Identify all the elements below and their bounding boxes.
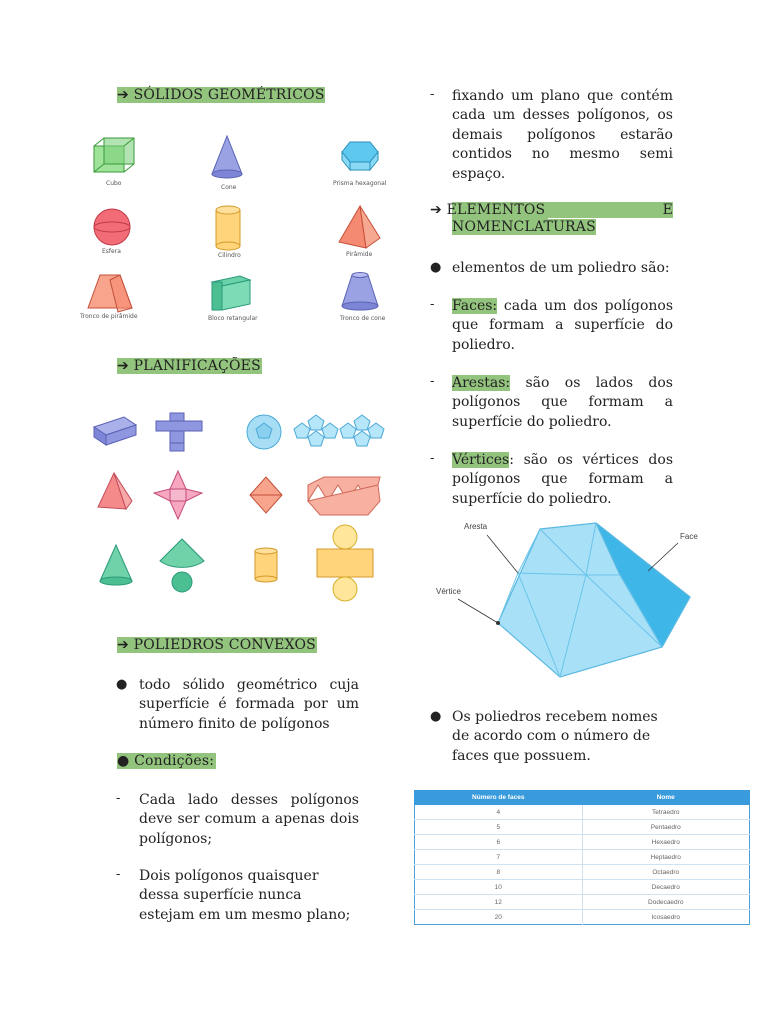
cell-faces: 6 xyxy=(415,835,583,850)
table-row xyxy=(415,805,750,820)
table-row xyxy=(415,865,750,880)
cylinder-net-icon xyxy=(255,525,373,601)
faces-table xyxy=(414,790,750,925)
faces-term: Faces: xyxy=(452,298,498,314)
nomes-text: Os poliedros recebem nomes de acordo com o número de faces que possuem. xyxy=(452,709,658,764)
elementos-heading-part1: ➔ ELEMENTOS xyxy=(430,202,546,218)
cell-nome: Dodecaedro xyxy=(582,895,750,910)
cell-nome: Octaedro xyxy=(582,865,750,880)
poliedros-heading: ➔ POLIEDROS CONVEXOS xyxy=(117,637,316,653)
octahedron-net-icon xyxy=(250,477,380,515)
elementos-intro: elementos de um poliedro são: xyxy=(452,260,670,276)
cell-faces: 7 xyxy=(415,850,583,865)
table-row xyxy=(415,820,750,835)
caption-cone: Cone xyxy=(221,184,237,191)
rectangular-block-icon xyxy=(212,276,250,310)
cell-faces: 4 xyxy=(415,805,583,820)
header-numero-faces: Número de faces xyxy=(415,791,583,805)
cylinder-icon xyxy=(216,206,240,250)
cell-nome: Heptaedro xyxy=(582,850,750,865)
label-face: Face xyxy=(680,532,698,541)
cell-faces: 8 xyxy=(415,865,583,880)
condicoes-label: ● Condições: xyxy=(117,753,215,769)
cell-nome: Pentaedro xyxy=(582,820,750,835)
pyramid-icon xyxy=(339,206,380,248)
nets-illustration xyxy=(84,405,394,605)
elementos-heading xyxy=(430,202,673,235)
elementos-heading-e: E xyxy=(545,202,673,218)
bullet-dot: ● xyxy=(430,709,442,724)
caption-bloco: Bloco retangular xyxy=(208,315,258,322)
cell-nome: Decaedro xyxy=(582,880,750,895)
table-row xyxy=(415,850,750,865)
condition-1-text: Cada lado desses polígonos deve ser comum a apenas dois polígonos; xyxy=(139,792,359,847)
label-vertice: Vértice xyxy=(436,587,461,596)
bullet-dot: ● xyxy=(430,260,442,275)
caption-prisma: Prisma hexagonal xyxy=(333,180,387,187)
cell-faces: 5 xyxy=(415,820,583,835)
planificacoes-heading: ➔ PLANIFICAÇÕES xyxy=(117,358,261,374)
dash-bullet: - xyxy=(430,297,435,312)
arestas-item xyxy=(452,374,673,432)
table-header-row xyxy=(415,791,750,805)
label-aresta: Aresta xyxy=(464,522,488,531)
cell-nome: Tetraedro xyxy=(582,805,750,820)
table-row xyxy=(415,910,750,925)
cone-icon xyxy=(212,136,242,178)
table-row xyxy=(415,895,750,910)
condition-3-text: fixando um plano que contém cada um desses polígonos, os demais polígonos estarão contidos no mesmo semi espaço. xyxy=(452,88,673,182)
solidos-heading: ➔ SÓLIDOS GEOMÉTRICOS xyxy=(117,87,325,103)
table-row xyxy=(415,835,750,850)
prism-net-icon xyxy=(94,413,202,451)
cell-faces: 12 xyxy=(415,895,583,910)
faces-def: cada um dos polígonos que formam a superfície do poliedro. xyxy=(452,298,673,353)
dodecahedron-net-icon xyxy=(247,415,384,449)
caption-tronco-piramide: Tronco de pirâmide xyxy=(80,313,138,320)
dash-bullet: - xyxy=(430,87,435,102)
cone-net-icon xyxy=(100,539,204,592)
vertices-def: : são os vértices dos polígonos que formam a superfície do poliedro. xyxy=(452,452,673,507)
caption-cilindro: Cilindro xyxy=(218,252,241,259)
frustum-pyramid-icon xyxy=(88,275,132,312)
caption-cubo: Cubo xyxy=(106,180,122,187)
pyramid-net-icon xyxy=(98,471,202,519)
table-row xyxy=(415,880,750,895)
cube-icon xyxy=(94,138,134,172)
polyhedron-diagram xyxy=(430,515,700,685)
dash-bullet: - xyxy=(430,374,435,389)
caption-tronco-cone: Tronco de cone xyxy=(340,315,386,322)
solids-illustration xyxy=(80,130,400,330)
elementos-heading-part2: NOMENCLATURAS xyxy=(452,219,596,235)
header-nome: Nome xyxy=(582,791,750,805)
dash-bullet: - xyxy=(430,451,435,466)
cell-faces: 10 xyxy=(415,880,583,895)
arestas-term: Arestas: xyxy=(452,375,511,391)
frustum-cone-icon xyxy=(342,273,378,311)
caption-piramide: Pirâmide xyxy=(346,251,373,258)
definition-text: todo sólido geométrico cuja superfície é formada por um número finito de polígonos xyxy=(139,677,359,732)
vertices-item xyxy=(452,451,673,509)
sphere-icon xyxy=(94,209,130,245)
hexagonal-prism-icon xyxy=(342,142,378,170)
caption-esfera: Esfera xyxy=(102,248,121,255)
bullet-dot: ● xyxy=(116,677,128,692)
dash-bullet: - xyxy=(116,791,121,806)
cell-nome: Icosaedro xyxy=(582,910,750,925)
vertices-term: Vértices xyxy=(452,452,510,468)
condition-2-text: Dois polígonos quaisquer dessa superfície nunca estejam em um mesmo plano; xyxy=(139,868,351,923)
cell-faces: 20 xyxy=(415,910,583,925)
cell-nome: Hexaedro xyxy=(582,835,750,850)
arestas-def: são os lados dos polígonos que formam a superfície do poliedro. xyxy=(452,375,673,430)
dash-bullet: - xyxy=(116,867,121,882)
faces-item xyxy=(452,297,673,355)
